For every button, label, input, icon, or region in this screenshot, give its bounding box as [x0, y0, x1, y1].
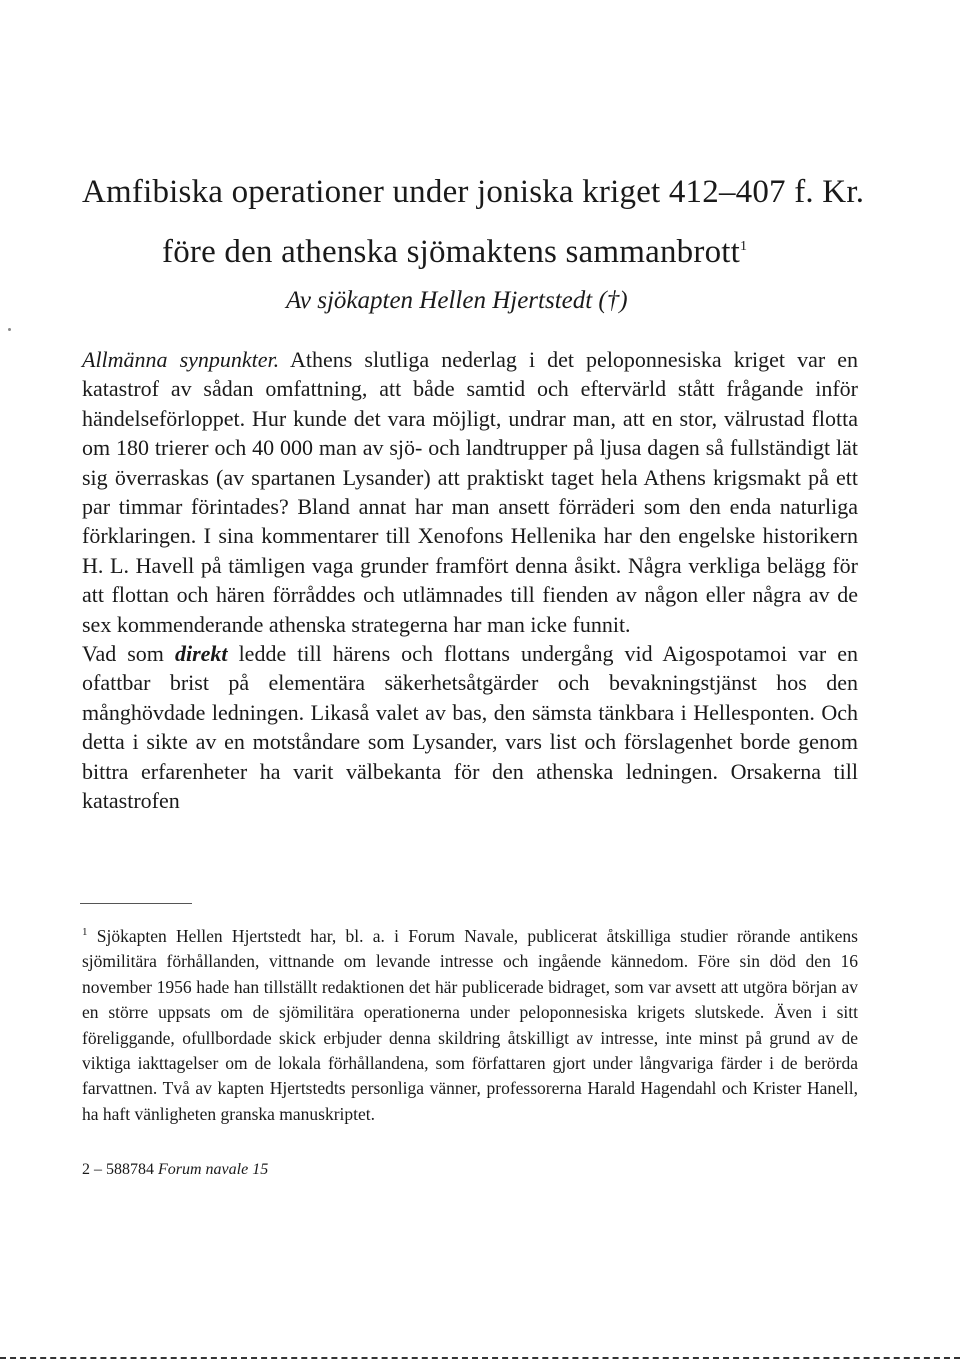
- byline: Av sjökapten Hellen Hjertstedt (†): [286, 287, 628, 314]
- footnote-rule: [80, 903, 192, 904]
- paragraph-1: [82, 345, 858, 639]
- title-line-2-text: före den athenska sjömaktens sammanbrott: [162, 234, 741, 270]
- paragraph-1-text: Athens slutliga nederlag i det peloponnesiska kriget var en katastrof av sådan omfattning, att både samtid och eftervärld stått frågande inför händelseförloppet. Hur kunde det vara möjligt, undrar man, att en stor, välrustad flotta om 180 trierer och 40 000 man av sjö- och landtrupper på ljusa dagen så fullständigt lät sig överraskas (av spartanen Lysander) att praktiskt taget hela Athens krigsmakt på ett par timmar förintades? Bland annat har man ansett förräderi som den enda naturliga förklaringen. I sina kommentarer till Xenofons Hellenika har den engelske historikern H. L. Havell på tämligen vaga grunder framfört denna åsikt. Några verkliga belägg för att flottan och hären förråddes och utlämnades till fienden av någon eller några av de sex kommenderande athenska strategerna har man icke funnit.: [82, 347, 858, 637]
- footnote-text: Sjökapten Hellen Hjertstedt har, bl. a. i Forum Navale, publicerat åtskilliga studier rörande antikens sjömilitära förhållanden, vittnande om levande intresse och ingående kännedom. Före sin död den 16 november 1956 hade han tillställt redaktionen det här publicerade bidraget, som var avsett att utgöra början av en större uppsats om de sjömilitära operationerna under peloponnesiska krigets slutskede. Även i sitt föreliggande, ofullbordade skick erbjuder denna skildring åtskilligt av intresse, inte minst på grund av de viktiga iakttagelser om de lokala förhållandena, som författaren gjort under långvariga färder i de berörda farvattnen. Två av kapten Hjertstedts personliga vänner, professorerna Harald Hagendahl och Krister Hanell, ha haft vänligheten granska manuskriptet.: [82, 926, 858, 1124]
- printer-signature: [82, 1161, 268, 1179]
- paragraph-2-pre: Vad som: [82, 641, 175, 667]
- footnote-mark: 1: [82, 926, 88, 939]
- section-lead: Allmänna synpunkter.: [82, 347, 280, 372]
- title-footnote-mark: 1: [740, 239, 748, 254]
- article-title: [82, 162, 902, 282]
- journal-name: Forum navale 15: [158, 1161, 269, 1178]
- footnote: [82, 924, 858, 1127]
- paragraph-2-text: ledde till härens och flottans undergång vid Aigospotamoi var en ofattbar brist på elementära säkerhetsåtgärder och bevakningstjänst hos den månghövdade ledningen. Likaså valet av bas, den sämsta tänkbara i Hellesponten. Och detta i sikte av en motståndare som Lysander, vars list och förslagenhet borde genom bittra erfarenheter ha varit välbekanta för den athenska ledningen. Orsakerna till katastrofen: [82, 641, 859, 814]
- body-text: [82, 345, 858, 816]
- title-line-1: Amfibiska operationer under joniska kriget 412–407 f. Kr.: [82, 174, 865, 210]
- signature-number: 2 – 588784: [82, 1161, 154, 1178]
- margin-mark: [8, 328, 11, 331]
- bottom-scan-line: [0, 1357, 960, 1359]
- title-line-2: [82, 222, 902, 282]
- emphasis-word: direkt: [174, 641, 228, 667]
- paragraph-2: [82, 639, 858, 815]
